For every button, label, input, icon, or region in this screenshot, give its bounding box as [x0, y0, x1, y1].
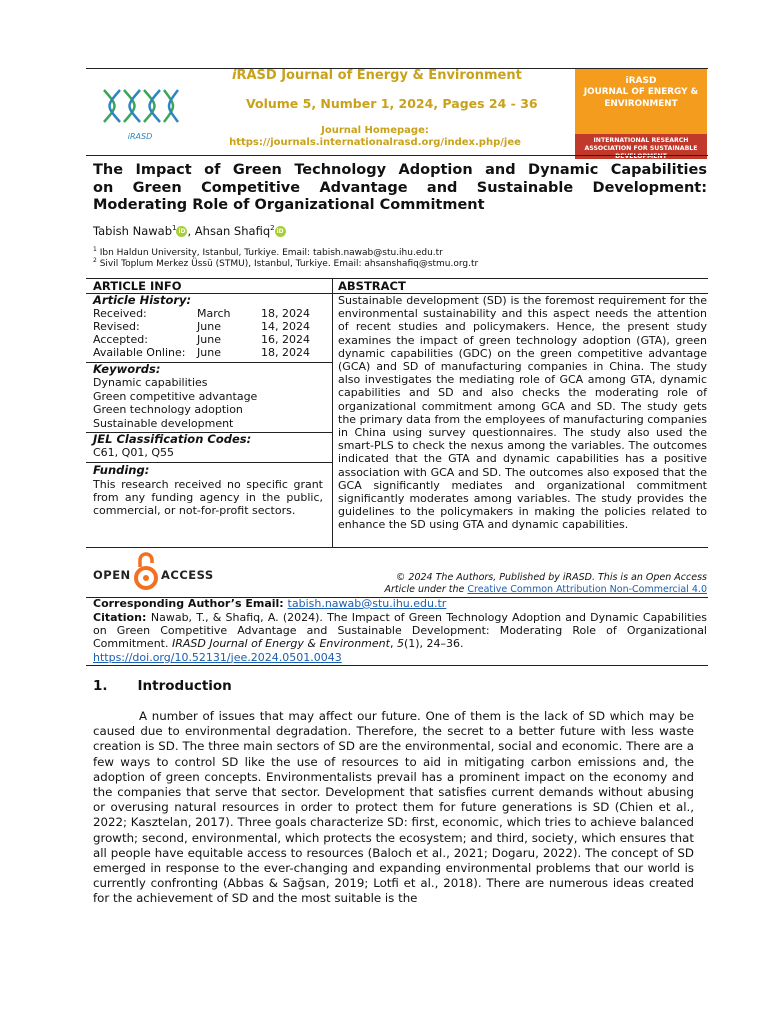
journal-title: [232, 68, 522, 83]
title-line3: Moderating Role of Organizational Commitment: [93, 197, 485, 213]
doi-link[interactable]: https://doi.org/10.52131/jee.2024.0501.0043: [93, 650, 342, 664]
title-line1: The Impact of Green Technology Adoption and Dynamic Capabilities: [93, 162, 707, 178]
history-date: 18, 2024: [261, 346, 310, 359]
dna-logo-icon: [100, 86, 180, 126]
copyright-text: © 2024 The Authors, Published by iRASD. This is an Open Access: [395, 572, 707, 583]
citation-label: Citation:: [93, 611, 151, 624]
keyword-item: Sustainable development: [93, 417, 234, 430]
keywords-label: Keywords:: [93, 362, 161, 376]
badge-footer: INTERNATIONAL RESEARCH ASSOCIATION FOR SUSTAINABLE DEVELOPMENT: [575, 134, 707, 159]
section-number: 1.: [93, 678, 108, 694]
info-bottom-rule: [86, 547, 708, 548]
citation-bottom-rule: [86, 665, 708, 666]
corr-label: Corresponding Author’s Email:: [93, 597, 288, 610]
article-info-heading: ARTICLE INFO: [93, 279, 182, 293]
history-label-text: Accepted:: [93, 333, 148, 346]
jel-label: JEL Classification Codes:: [93, 432, 252, 446]
authors: [93, 224, 286, 238]
corr-email-link[interactable]: tabish.nawab@stu.ihu.edu.tr: [287, 597, 447, 610]
journal-title-prefix: i: [232, 68, 237, 83]
citation-journal: IRASD Journal of Energy & Environment: [171, 637, 390, 651]
citation-text: Nawab, T., & Shafiq, A. (2024). The Impact of Green Technology Adoption and Dynamic Capabilities on Green Competitive Advantage and Sustainable Development: Moderating Role of Organizational Commitment.: [93, 611, 707, 651]
citation-volume: 5: [396, 637, 404, 651]
article-title: [93, 162, 707, 215]
history-label-text: Received:: [93, 307, 147, 320]
history-label-text: Available Online:: [93, 346, 186, 359]
open-access-access: ACCESS: [161, 568, 214, 582]
journal-homepage: [225, 125, 525, 149]
intro-text: A number of issues that may affect our future. One of them is the lack of SD which may be caused due to environmental degradation. Therefore, the secret to a better future with less waste creation is SD. The three main sectors of SD are the environmental, social and economic. There are a few ways to control SD like the use of resources to aid in mitigating carbon emissions and, the adoption of green concepts. Environmentalists prevail has a prominent impact on the economy and the companies that serve that sector. Development that satisfies current demands without abusing or overusing natural resources in order to protect them for future generations is SD (Chien et al., 2022; Kasztelan, 2017). Three goals characterize SD: first, economic, which tries to achieve balanced growth; second, environmental, which protects the ecosystem; and third, society, which ensures that all people have equitable access to resources (Baloch et al., 2021; Dogaru, 2022). The concept of SD emerged in response to the ever-changing and expanding environmental problems that our world is currently confronting (Abbas & Sağsan, 2019; Lotfi et al., 2018). There are numerous ideas created for the achievement of SD and the most suitable is the: [93, 709, 694, 906]
badge-line1: iRASD: [625, 76, 657, 86]
keyword-item: Green technology adoption: [93, 403, 243, 416]
license-line: [338, 584, 707, 596]
license-prefix: Article under the: [384, 584, 468, 595]
badge-line3: ENVIRONMENT: [604, 99, 678, 109]
history-date: 14, 2024: [261, 320, 310, 333]
logo-text: iRASD: [127, 132, 153, 141]
history-date: 16, 2024: [261, 333, 310, 346]
history-month: June: [197, 333, 221, 346]
author-sup: 2: [270, 224, 275, 233]
funding-text: This research received no specific grant from any funding agency in the public, commercial, or not-for-profit sectors.: [93, 478, 323, 518]
column-divider: [332, 278, 333, 547]
history-label-text: Revised:: [93, 320, 140, 333]
homepage-label: Journal Homepage:: [321, 125, 429, 136]
history-month: March: [197, 307, 231, 320]
history-label: Article History:: [93, 293, 192, 307]
open-access-icon: [133, 551, 159, 591]
abstract-heading: ABSTRACT: [338, 279, 406, 293]
funding-label: Funding:: [93, 463, 150, 477]
history-month: June: [197, 320, 221, 333]
author-separator: ,: [187, 224, 195, 238]
aff-text: Sivil Toplum Merkez Üssü (STMU), Istanbul, Turkiye. Email: ahsanshafiq@stmu.org.tr: [99, 259, 479, 269]
section-title: Introduction: [137, 678, 232, 694]
author-name: Ahsan Shafiq: [194, 224, 271, 238]
citation-pages: (1), 24–36.: [403, 637, 464, 651]
abstract-text: Sustainable development (SD) is the foremost requirement for the environmental sustainability and this aspect needs the attention of recent studies and policymakers. Hence, the present study examines the impact of green technology adoption (GTA), green dynamic capabilities (GDC) on the green competitive advantage (GCA) and SD of manufacturing companies in China. The study also investigates the mediating role of GCA among GTA, dynamic capabilities and SD and also checks the moderating role of organizational commitment among GCA and SD. The study gets the primary data from the employees of manufacturing companies in China using survey questionnaires. The study also used the smart-PLS to check the nexus among the variables. The outcomes indicated that the GTA and dynamic capabilities has a positive association with GCA and SD. The outcomes also exposed that the GCA significantly mediates and organizational commitment significantly moderates among variables. The study provides the guidelines to the policymakers in making the policies related to enhance the SD using GTA and dynamic capabilities.: [338, 294, 707, 532]
open-access-open: OPEN: [93, 568, 131, 582]
orcid-icon[interactable]: iD: [276, 228, 284, 235]
aff-text: Ibn Haldun University, Istanbul, Turkiye. Email: tabish.nawab@stu.ihu.edu.tr: [99, 248, 443, 258]
license-link[interactable]: Creative Common Attribution Non-Commercial 4.0: [467, 584, 707, 595]
citation-comma: ,: [389, 637, 397, 651]
journal-title-rest: RASD Journal of Energy & Environment: [236, 68, 522, 83]
aff-sup: 2: [93, 257, 97, 264]
homepage-link[interactable]: https://journals.internationalrasd.org/index.php/jee: [229, 137, 521, 148]
orcid-icon[interactable]: iD: [178, 228, 186, 235]
corresponding-email: [93, 597, 446, 610]
title-line2: on Green Competitive Advantage and Sustainable Development:: [93, 179, 707, 196]
aff-sup: 1: [93, 246, 97, 253]
citation: [93, 611, 707, 664]
history-month: June: [197, 346, 221, 359]
introduction-paragraph: [93, 709, 694, 907]
affiliation-2: [93, 257, 478, 269]
section-heading-introduction: [93, 678, 232, 694]
keyword-item: Green competitive advantage: [93, 390, 258, 403]
copyright-notice: [338, 572, 707, 596]
author-sup: 1: [172, 224, 177, 233]
history-date: 18, 2024: [261, 307, 310, 320]
header-bottom-rule: [86, 155, 708, 156]
irasd-logo: [100, 86, 180, 142]
keyword-item: Dynamic capabilities: [93, 376, 208, 389]
journal-badge: [575, 69, 707, 159]
author-name: Tabish Nawab: [93, 224, 173, 238]
badge-line2: JOURNAL OF ENERGY &: [583, 87, 699, 97]
journal-volume: Volume 5, Number 1, 2024, Pages 24 - 36: [246, 96, 538, 111]
jel-codes: C61, Q01, Q55: [93, 446, 174, 459]
